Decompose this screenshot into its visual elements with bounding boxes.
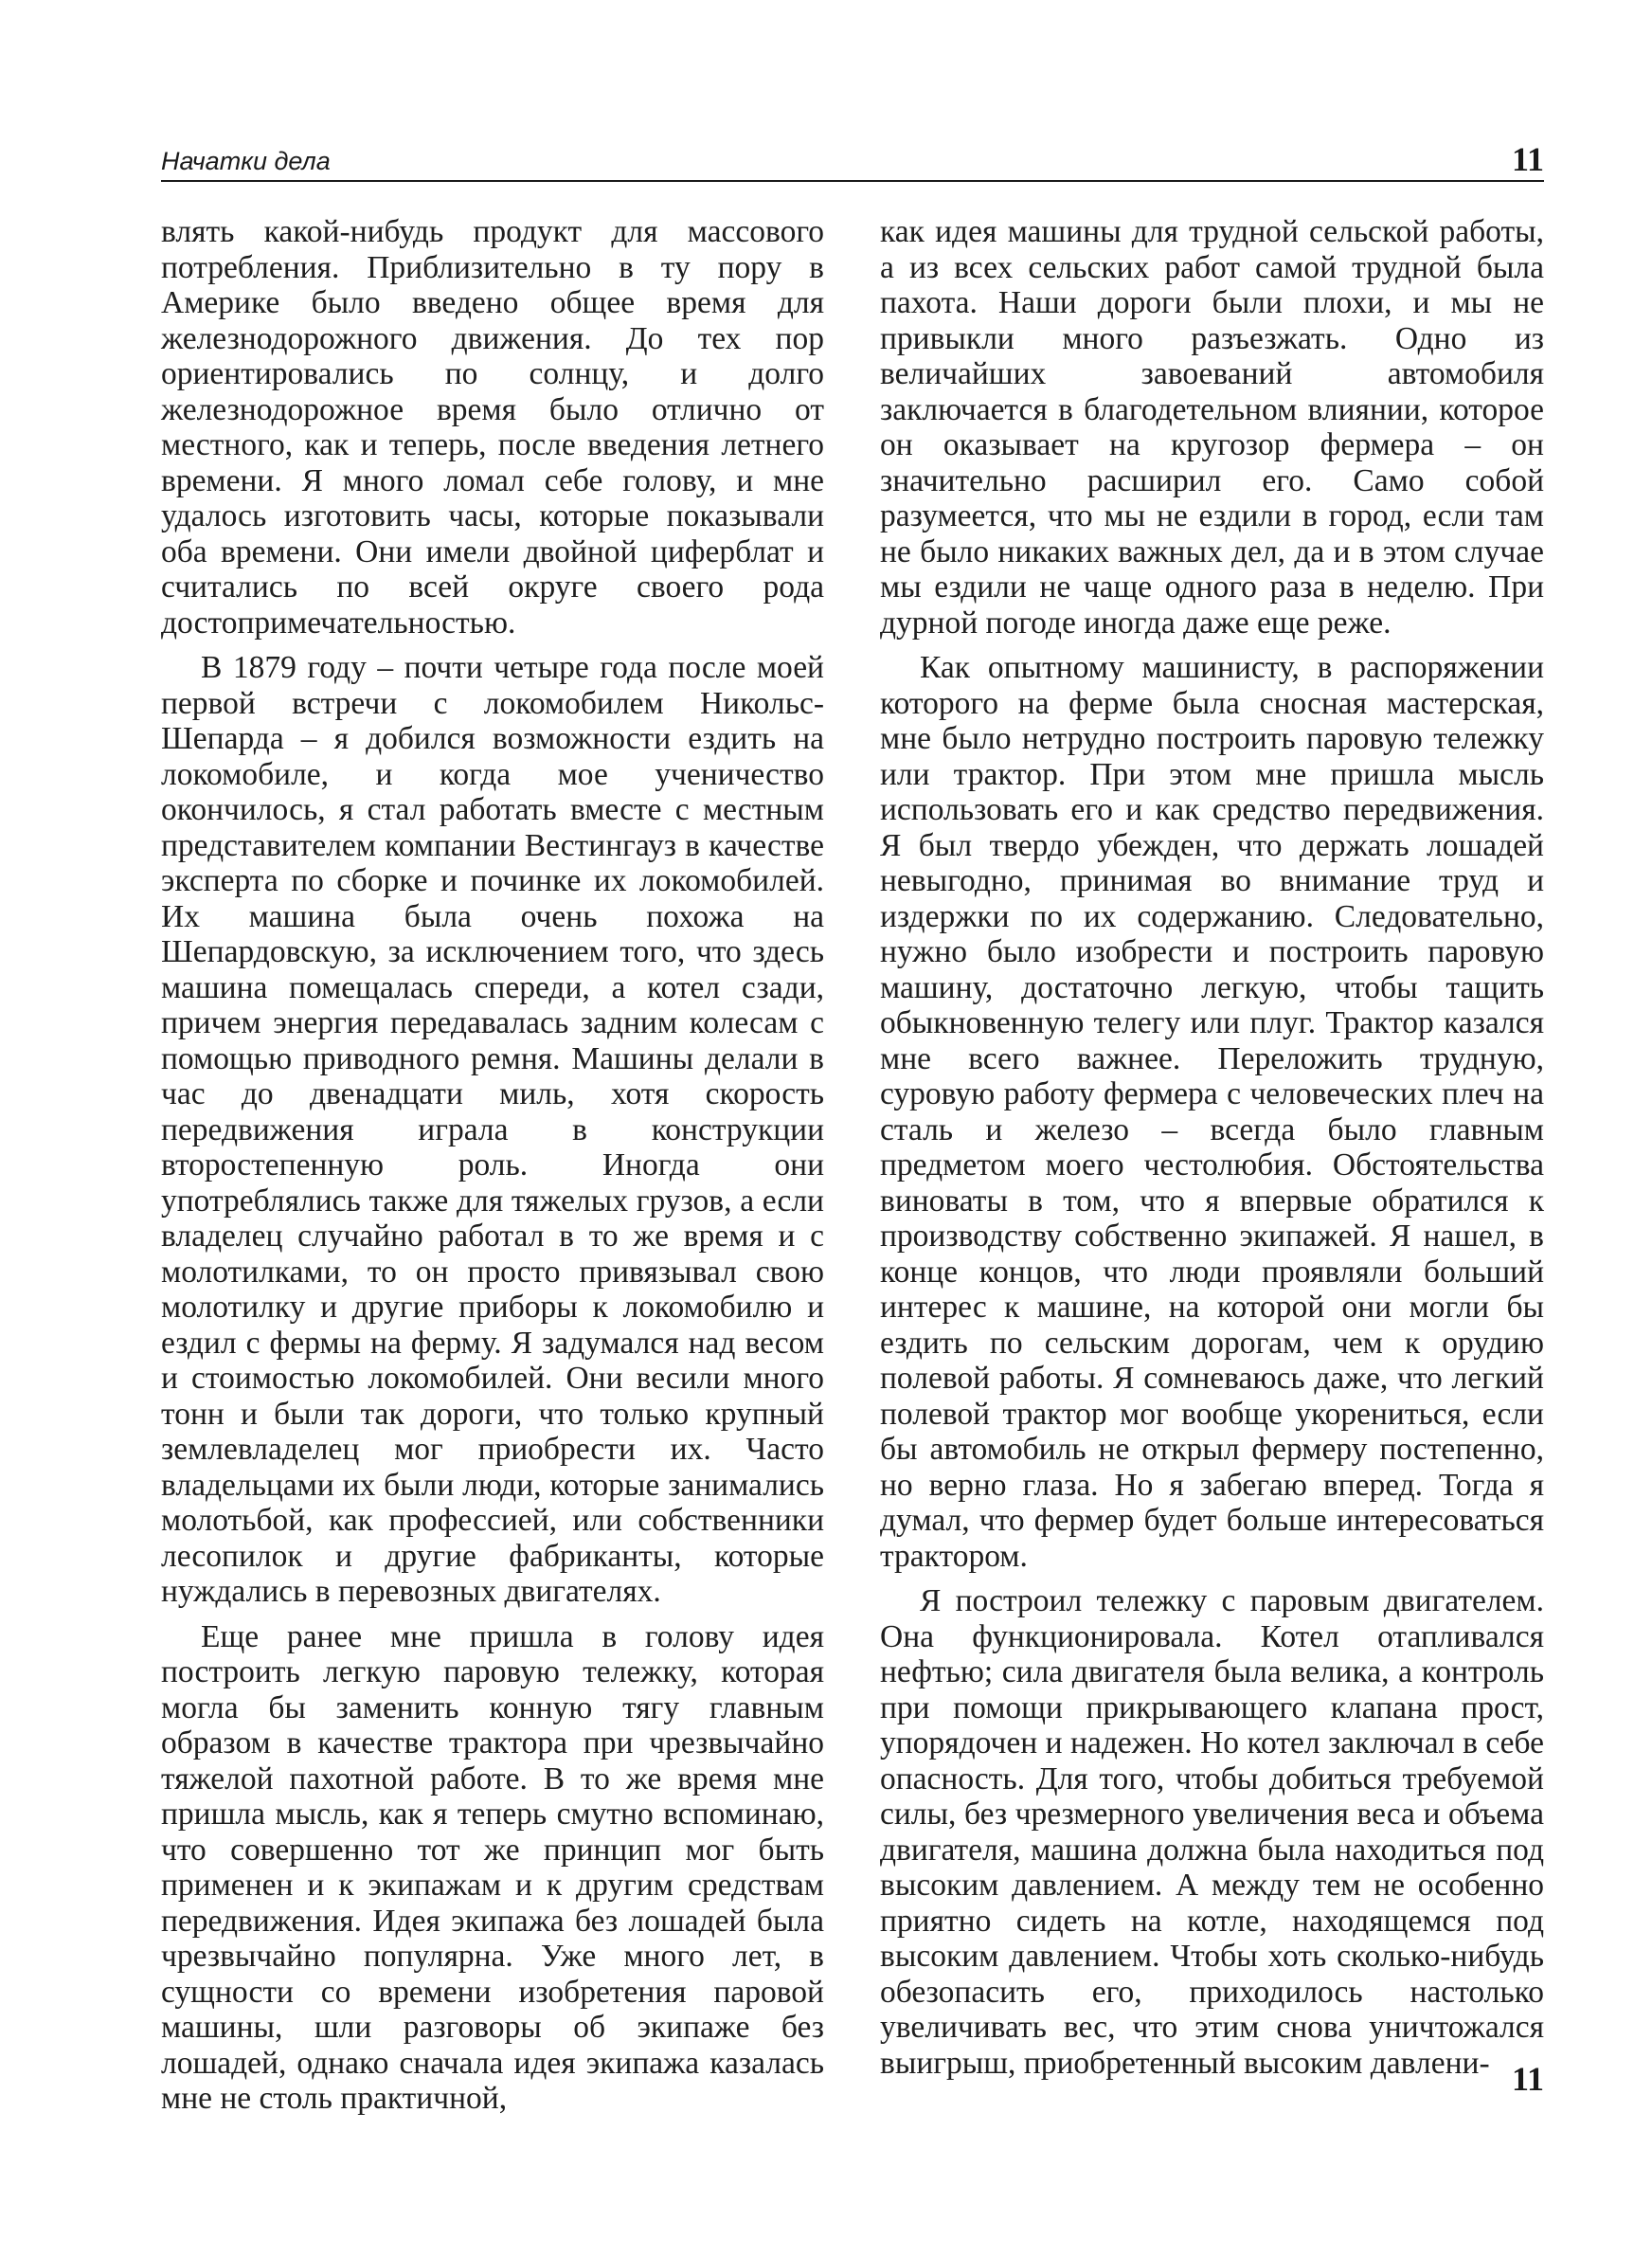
header-page-number: 11 bbox=[1511, 140, 1544, 178]
paragraph: влять какой-нибудь продукт для массового потребления. Приблизительно в ту пору в Америке было введено общее время для железнодорожного движения. До тех пор ориентировались по солнцу, и долго железнодорожное время было отлично от местного, как и теперь, после введения летнего времени. Я много ломал себе голову, и мне удалось изготовить часы, которые показывали оба времени. Они имели двойной циферблат и считались по всей округе своего рода достопримечательностью. bbox=[161, 214, 824, 641]
paragraph: как идея машины для трудной сельской работы, а из всех сельских работ самой трудной была пахота. Наши дороги были плохи, и мы не привыкли много разъезжать. Одно из величайших завоеваний автомобиля заключается в благодетельном влиянии, которое он оказывает на кругозор фермера – он значительно расширил его. Само собой разумеется, что мы не ездили в город, если там не было никаких важных дел, да и в этом случае мы ездили не чаще одного раза в неделю. При дурной погоде иногда даже еще реже. bbox=[880, 214, 1544, 641]
paragraph: Как опытному машинисту, в распоряжении которого на ферме была сносная мастерская, мне было нетрудно построить паровую тележку или трактор. При этом мне пришла мысль использовать его и как средство передвижения. Я был твердо убежден, что держать лошадей невыгодно, принимая во внимание труд и издержки по их содержанию. Следовательно, нужно было изобрести и построить паровую машину, достаточно легкую, чтобы тащить обыкновенную телегу или плуг. Трактор казался мне всего важнее. Переложить трудную, суровую работу фермера с человеческих плеч на сталь и железо – всегда было главным предметом моего честолюбия. Обстоятельства виноваты в том, что я впервые обратился к производству собственно экипажей. Я нашел, в конце концов, что люди проявляли больший интерес к машине, на которой они могли бы ездить по сельским дорогам, чем к орудию полевой работы. Я сомневаюсь даже, что легкий полевой трактор мог вообще укорениться, если бы автомобиль не открыл фермеру постепенно, но верно глаза. Но я забегаю вперед. Тогда я думал, что фермер будет больше интересоваться трактором. bbox=[880, 650, 1544, 1574]
right-column bbox=[880, 214, 1544, 2090]
paragraph: Еще ранее мне пришла в голову идея построить легкую паровую тележку, которая могла бы заменить конную тягу главным образом в качестве трактора при чрезвычайно тяжелой пахотной работе. В то же время мне пришла мысль, как я теперь смутно вспоминаю, что совершенно тот же принцип мог быть применен и к экипажам и к другим средствам передвижения. Идея экипажа без лошадей была чрезвычайно популярна. Уже много лет, в сущности со времени изобретения паровой машины, шли разговоры об экипаже без лошадей, однако сначала идея экипажа казалась мне не столь практичной, bbox=[161, 1618, 824, 2116]
left-column bbox=[161, 214, 824, 2126]
running-header bbox=[161, 142, 1544, 182]
paragraph: Я построил тележку с паровым двигателем. Она функционировала. Котел отапливался нефтью; сила двигателя была велика, а контроль при помощи прикрывающего клапана прост, упорядочен и надежен. Но котел заключал в себе опасность. Для того, чтобы добиться требуемой силы, без чрезмерного увеличения веса и объема двигателя, машина должна была находиться под высоким давлением. А между тем не особенно приятно сидеть на котле, находящемся под высоким давлением. Чтобы хоть сколько-нибудь обезопасить его, приходилось настолько увеличивать вес, что этим снова уничтожался выигрыш, приобретенный высоким давлени- bbox=[880, 1583, 1544, 2081]
running-title: Начатки дела bbox=[161, 147, 331, 175]
paragraph: В 1879 году – почти четыре года после моей первой встречи с локомобилем Никольс-Шепарда – я добился возможности ездить на локомобиле, и когда мое ученичество окончилось, я стал работать вместе с местным представителем компании Вестингауз в качестве эксперта по сборке и починке их локомобилей. Их машина была очень похожа на Шепардовскую, за исключением того, что здесь машина помещалась спереди, а котел сзади, причем энергия передавалась задним колесам с помощью приводного ремня. Машины делали в час до двенадцати миль, хотя скорость передвижения играла в конструкции второстепенную роль. Иногда они употреблялись также для тяжелых грузов, а если владелец случайно работал в то же время и с молотилками, то он просто привязывал свою молотилку и другие приборы к локомобилю и ездил с фермы на ферму. Я задумался над весом и стоимостью локомобилей. Они весили много тонн и были так дороги, что только крупный землевладелец мог приобрести их. Часто владельцами их были люди, которые занимались молотьбой, как профессией, или собственники лесопилок и другие фабриканты, которые нуждались в перевозных двигателях. bbox=[161, 650, 824, 1609]
footer-page-number: 11 bbox=[1511, 2060, 1544, 2098]
